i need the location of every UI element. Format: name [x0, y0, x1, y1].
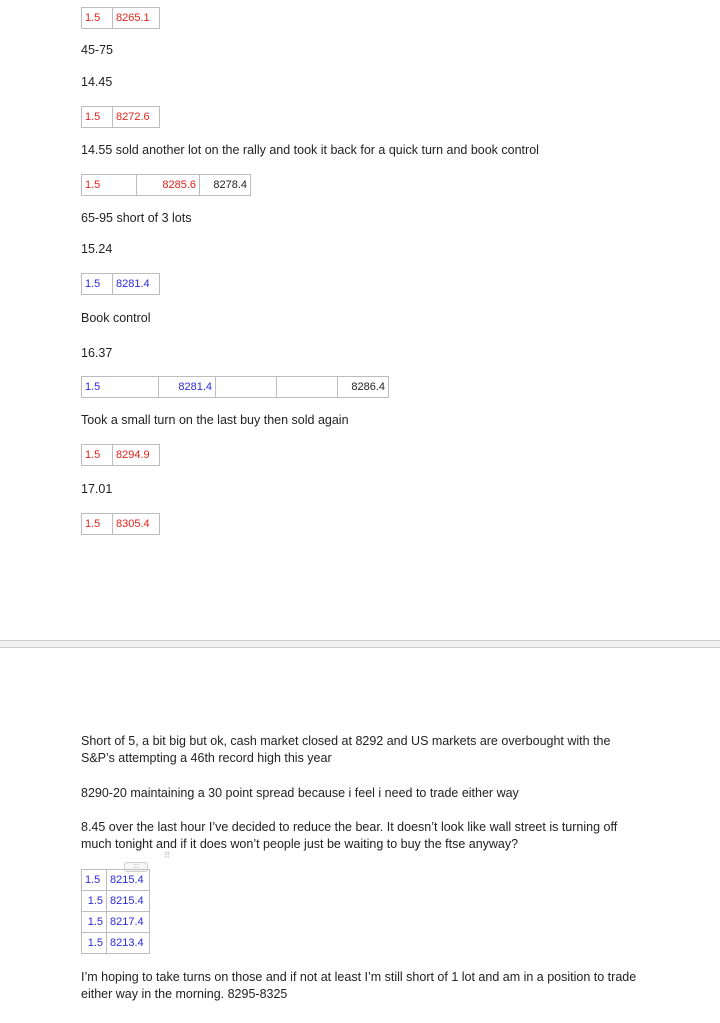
- paragraph-short-of-5: Short of 5, a bit big but ok, cash market closed at 8292 and US markets are overbought with the S&P’s attempting a 46th record high this year: [81, 734, 611, 765]
- note-1455: 14.55 sold another lot on the rally and took it back for a quick turn and book control: [81, 143, 539, 157]
- paragraph-hoping-turns: I’m hoping to take turns on those and if not at least I’m still short of 1 lot and am in a position to trade either way in the morning. 8295-8325: [81, 970, 637, 1001]
- trade-table-4: [81, 273, 160, 295]
- trade-size: 1.5: [82, 514, 113, 535]
- trade-price: 8215.4: [107, 870, 150, 891]
- trade-close-price: 8286.4: [338, 377, 389, 398]
- paragraph-spread: 8290-20 maintaining a 30 point spread because i feel i need to trade either way: [81, 786, 519, 800]
- table-row: [82, 870, 150, 891]
- note-time-1637: 16.37: [81, 346, 113, 360]
- table-move-handle[interactable]: :::: [124, 862, 148, 872]
- trade-table-buys: [81, 869, 150, 954]
- trade-price: 8215.4: [107, 891, 150, 912]
- note-small-turn: Took a small turn on the last buy then sold again: [81, 413, 349, 427]
- trade-table-6: [81, 444, 160, 466]
- note-time-1524: 15.24: [81, 242, 113, 256]
- trade-size: 1.5: [82, 891, 107, 912]
- empty-cell: [277, 377, 338, 398]
- trade-size: 1.5: [82, 274, 113, 295]
- trade-size: 1.5: [82, 933, 107, 954]
- trade-price: 8281.4: [159, 377, 216, 398]
- table-row: [82, 933, 150, 954]
- trade-table-7: [81, 513, 160, 535]
- note-time-1445: 14.45: [81, 75, 113, 89]
- drag-handle-icon[interactable]: ⠿: [164, 851, 170, 860]
- trade-table-1: [81, 7, 160, 29]
- paragraph-reduce-bear: 8.45 over the last hour I’ve decided to reduce the bear. It doesn’t look like wall street is turning off much tonight and if it does won’t people just be waiting to buy the ftse anyway?: [81, 820, 618, 851]
- note-time-1701: 17.01: [81, 482, 113, 496]
- trade-size: 1.5: [82, 377, 159, 398]
- trade-price: 8294.9: [113, 445, 160, 466]
- trade-size: 1.5: [82, 445, 113, 466]
- trade-price: 8272.6: [113, 107, 160, 128]
- table-row: [82, 912, 150, 933]
- note-short-3-lots: 65-95 short of 3 lots: [81, 211, 192, 225]
- trade-table-2: [81, 106, 160, 128]
- trade-size: 1.5: [82, 870, 107, 891]
- note-book-control: Book control: [81, 311, 151, 325]
- trade-size: 1.5: [82, 107, 113, 128]
- table-row: [82, 891, 150, 912]
- trade-price: 8281.4: [113, 274, 160, 295]
- trade-close-price: 8278.4: [200, 175, 251, 196]
- empty-cell: [216, 377, 277, 398]
- trade-table-3: [81, 174, 251, 196]
- trade-table-5: [81, 376, 389, 398]
- trade-price: 8285.6: [137, 175, 200, 196]
- trade-price: 8213.4: [107, 933, 150, 954]
- page-break: [0, 640, 720, 648]
- trade-price: 8217.4: [107, 912, 150, 933]
- trade-price: 8305.4: [113, 514, 160, 535]
- trade-size: 1.5: [82, 175, 137, 196]
- trade-size: 1.5: [82, 912, 107, 933]
- trade-size: 1.5: [82, 8, 113, 29]
- trade-price: 8265.1: [113, 8, 160, 29]
- note-range-45-75: 45-75: [81, 43, 113, 57]
